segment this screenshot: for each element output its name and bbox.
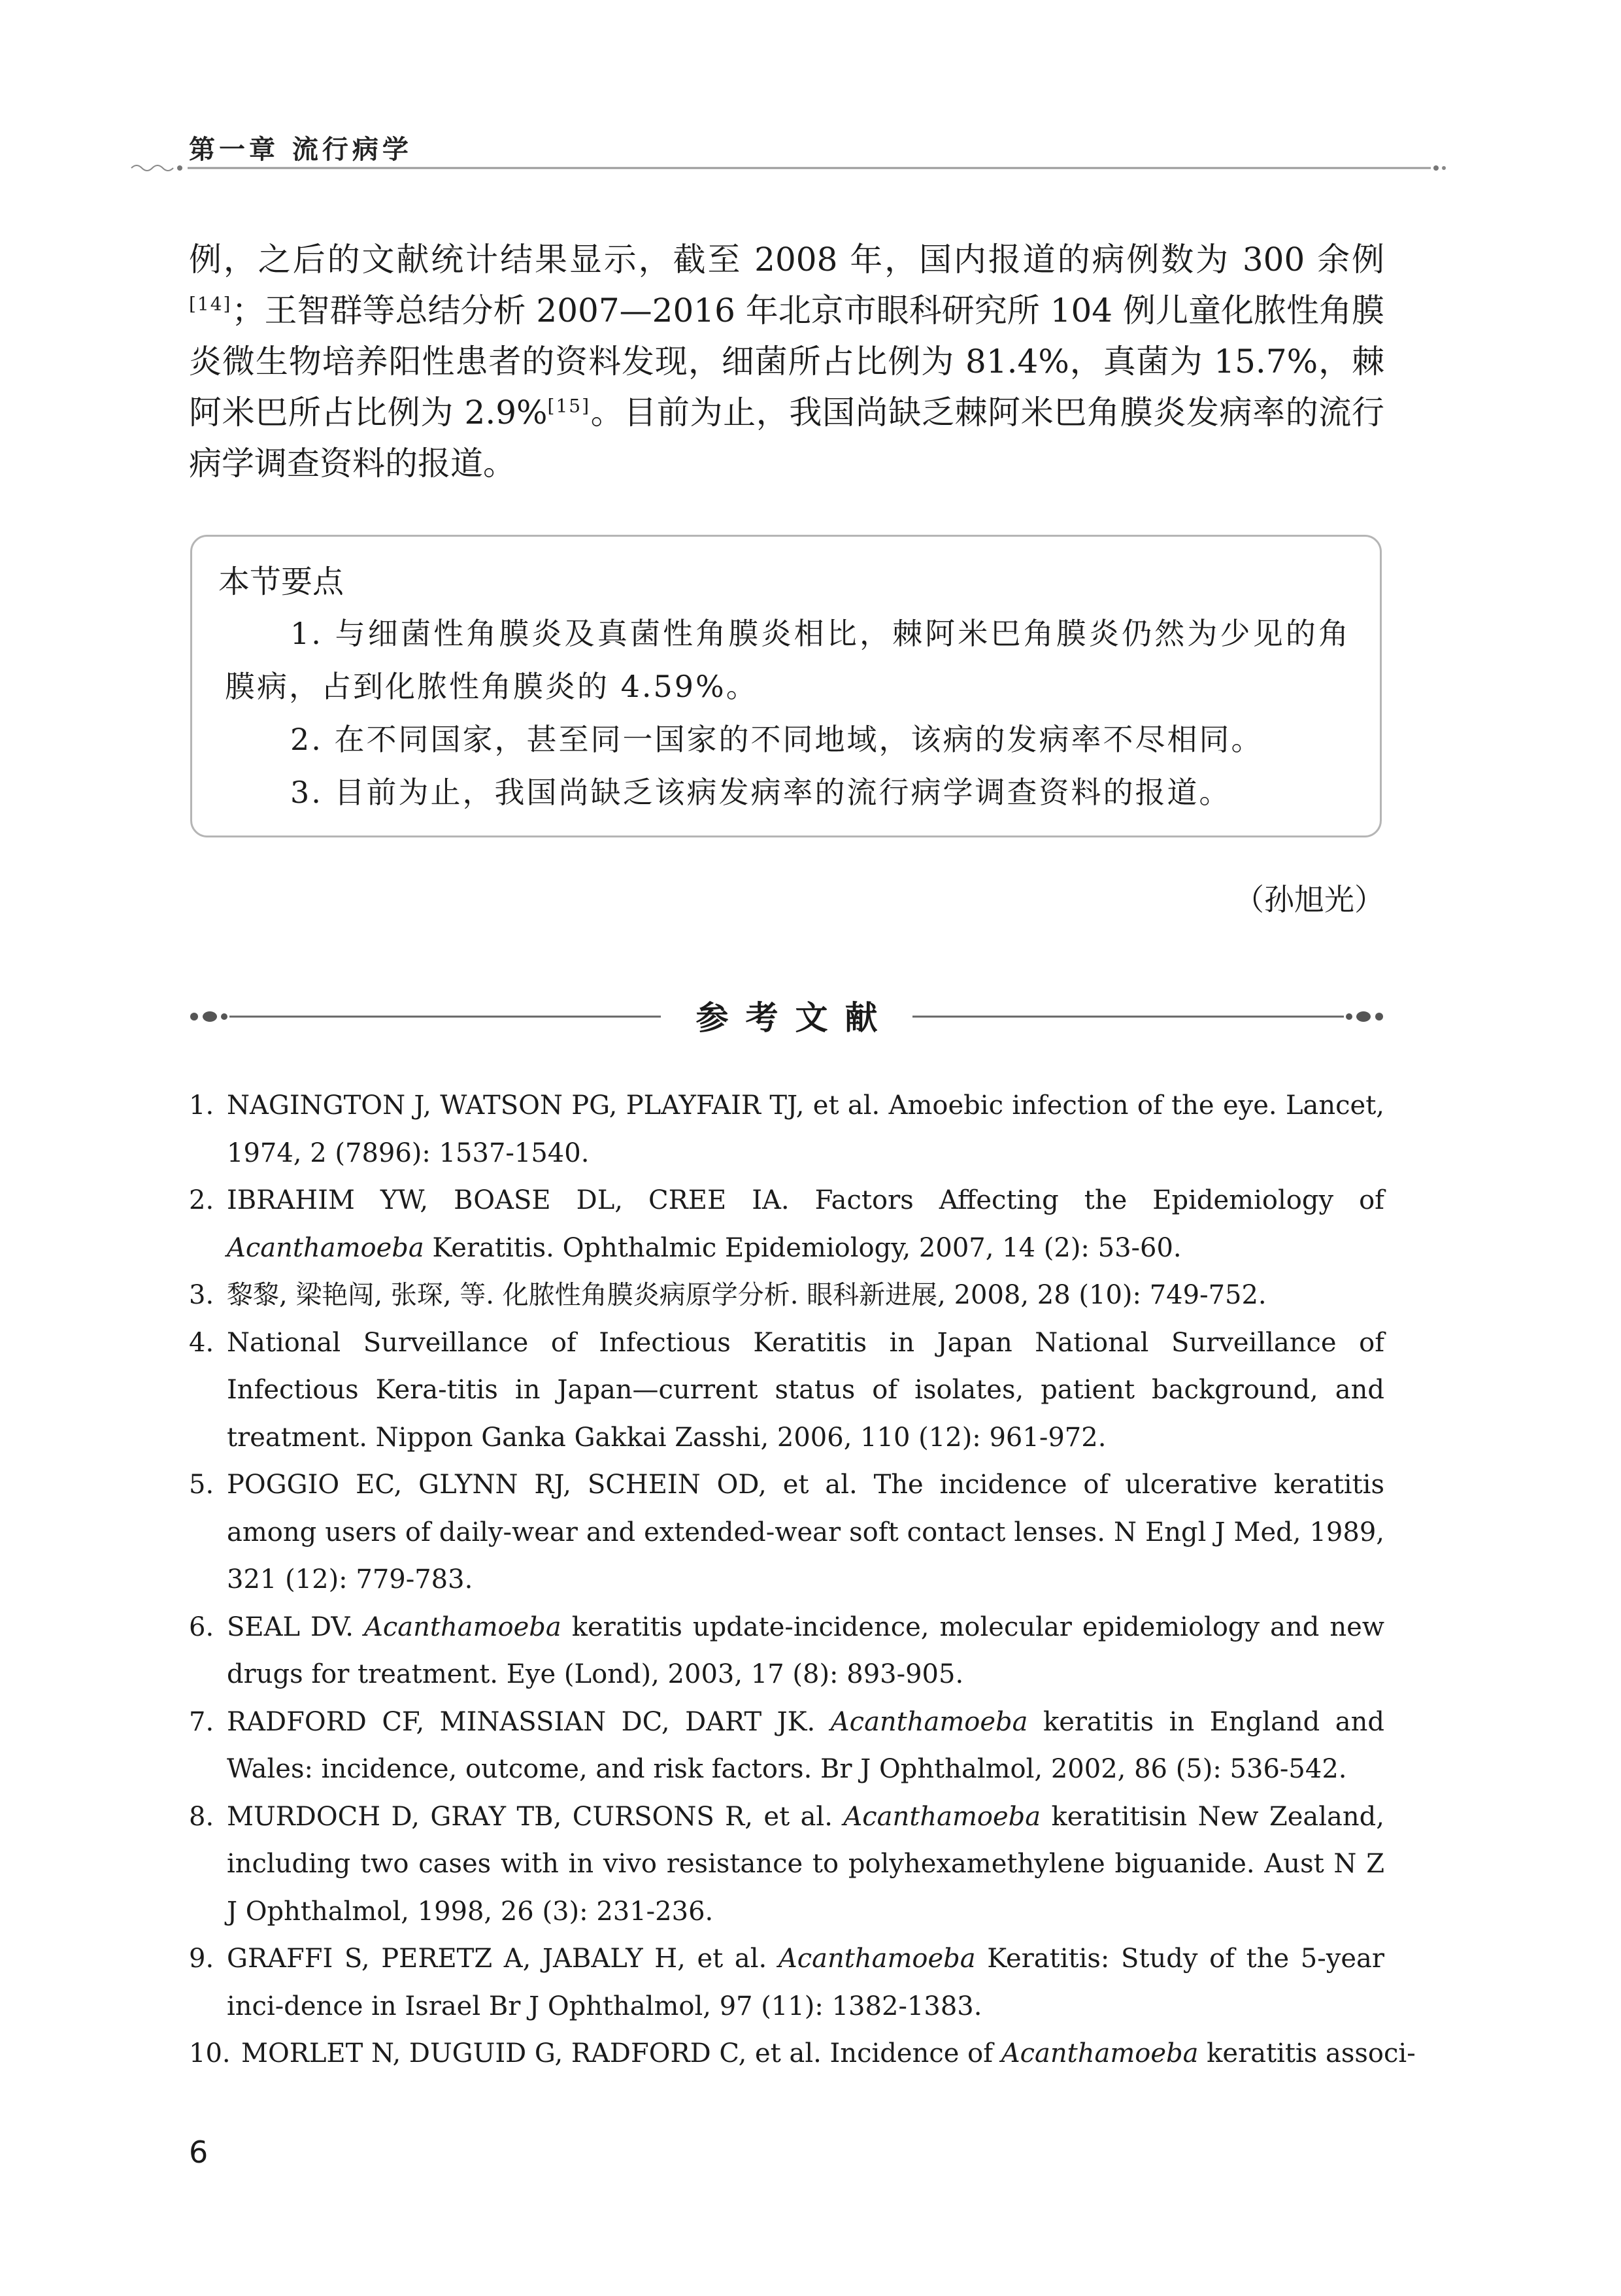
- running-header: [189, 129, 1384, 171]
- reference-number: 2.: [189, 1185, 214, 1215]
- citation-14: [14]: [189, 293, 232, 315]
- reference-list: [189, 1082, 1416, 2078]
- reference-text: POGGIO EC, GLYNN RJ, SCHEIN OD, et al. The incidence of ulcerative keratitis among users of daily-wear and extended-wear soft contact lenses. N Engl J Med, 1989, 321 (12): 779-783.: [227, 1470, 1384, 1595]
- reference-text: SEAL DV. Acanthamoeba keratitis update-incidence, molecular epidemiology and new drugs for treatment. Eye (Lond), 2003, 17 (8): 893-905.: [227, 1612, 1384, 1689]
- section-author: （孙旭光）: [1234, 882, 1384, 917]
- reference-item: [189, 1177, 1384, 1272]
- reference-text: RADFORD CF, MINASSIAN DC, DART JK. Acanthamoeba keratitis in England and Wales: incidence, outcome, and risk factors. Br J Ophthalmol, 2002, 86 (5): 536-542.: [227, 1706, 1385, 1784]
- reference-item: [189, 1793, 1384, 1936]
- reference-number: 3.: [189, 1280, 214, 1310]
- paragraph-text-1: 例，之后的文献统计结果显示，截至 2008 年，国内报道的病例数为 300 余例: [189, 241, 1384, 279]
- reference-text: 黎黎, 梁艳闯, 张琛, 等. 化脓性角膜炎病原学分析. 眼科新进展, 2008, 28 (10): 749-752.: [227, 1280, 1267, 1310]
- references-heading: [189, 990, 1384, 1043]
- reference-number: 4.: [189, 1327, 214, 1358]
- reference-text: IBRAHIM YW, BOASE DL, CREE IA. Factors Affecting the Epidemiology of Acanthamoeba Keratitis. Ophthalmic Epidemiology, 2007, 14 (2): 53-60.: [227, 1185, 1384, 1263]
- reference-text: MORLET N, DUGUID G, RADFORD C, et al. Incidence of Acanthamoeba keratitis associ-: [241, 2038, 1416, 2068]
- reference-text: GRAFFI S, PERETZ A, JABALY H, et al. Acanthamoeba Keratitis: Study of the 5-year inci-dence in Israel Br J Ophthalmol, 97 (11): 1382-1383.: [227, 1944, 1384, 2021]
- chapter-title: 第一章 流行病学: [189, 135, 412, 165]
- reference-number: 9.: [189, 1944, 214, 1974]
- reference-text: National Surveillance of Infectious Keratitis in Japan National Surveillance of Infectious Kera-titis in Japan—current status of isolates, patient background, and treatment. Nippon Ganka Gakkai Zasshi, 2006, 110 (12): 961-972.: [227, 1327, 1384, 1453]
- citation-15: [15]: [547, 395, 591, 417]
- reference-text: NAGINGTON J, WATSON PG, PLAYFAIR TJ, et al. Amoebic infection of the eye. Lancet, 1974, 2 (7896): 1537-1540.: [227, 1090, 1384, 1168]
- key-point-item: 3. 目前为止，我国尚缺乏该病发病率的流行病学调查资料的报道。: [290, 775, 1231, 810]
- paragraph-text-2: ；王智群等总结分析 2007—2016 年北京市眼科研究所 104 例儿童化脓性角膜炎微生物培养阳性患者的资料发现，细菌所占比例为 81.4%，真菌为 15.7%，棘阿米巴所占比例为 2.9%: [189, 292, 1384, 431]
- reference-item: [189, 1604, 1384, 1698]
- reference-item: [189, 2030, 1416, 2078]
- reference-item: [189, 1461, 1384, 1604]
- key-points-title: 本节要点: [218, 564, 344, 600]
- reference-number: 8.: [189, 1801, 214, 1832]
- reference-number: 10.: [189, 2038, 231, 2068]
- reference-number: 7.: [189, 1706, 214, 1737]
- references-title: 参考文献: [695, 999, 895, 1037]
- body-paragraph: [189, 234, 1384, 489]
- reference-item: [189, 1698, 1384, 1793]
- reference-item: [189, 1935, 1384, 2030]
- key-point-item: 2. 在不同国家，甚至同一国家的不同地域，该病的发病率不尽相同。: [290, 722, 1263, 757]
- reference-item: [189, 1319, 1384, 1462]
- header-rule-ornament: [130, 161, 1450, 175]
- page-number: 6: [189, 2135, 209, 2170]
- key-points-list: [225, 607, 1350, 819]
- reference-number: 6.: [189, 1612, 214, 1642]
- reference-text: MURDOCH D, GRAY TB, CURSONS R, et al. Acanthamoeba keratitisin New Zealand, including two cases with in vivo resistance to polyhexamethylene biguanide. Aust N Z J Ophthalmol, 1998, 26 (3): 231-236.: [227, 1801, 1384, 1927]
- reference-item: [189, 1082, 1384, 1177]
- reference-number: 1.: [189, 1090, 214, 1121]
- key-points-box: [190, 535, 1382, 837]
- key-point-item: 1. 与细菌性角膜炎及真菌性角膜炎相比，棘阿米巴角膜炎仍然为少见的角膜病，占到化脓性角膜炎的 4.59%。: [225, 616, 1350, 704]
- paragraph-text-3: 。目前为止，我国尚缺乏棘阿米巴角膜炎发病率的流行病学调查资料的报道。: [189, 394, 1385, 482]
- reference-number: 5.: [189, 1470, 214, 1500]
- reference-item: [189, 1272, 1384, 1319]
